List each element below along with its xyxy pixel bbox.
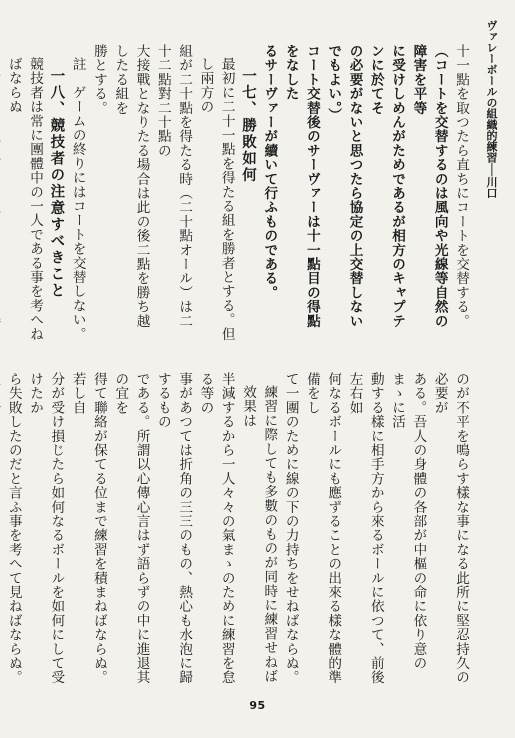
- text-column: 組が二十點を得たる時（二十點オール）は二十二點對二十點の: [154, 44, 193, 328]
- section-heading: 一七、勝敗如何: [240, 68, 257, 184]
- text-column: るサーヴァーが續いて行ふものである。: [261, 44, 278, 300]
- text-column: ら失敗したのだと言ふ事を考へて見ねばならぬ。: [5, 372, 22, 685]
- text-column: コート交替後のサーヴァーは十一點目の得點をなした: [282, 44, 320, 328]
- text-column: [0, 44, 2, 342]
- text-column: である。所謂以心傳心言はず語らずの中に進退其の宜を: [112, 372, 150, 685]
- text-column: 練習に際しても多數のものが同時に練習せねば效果は: [240, 385, 278, 684]
- text-column: に受けしめんがためであるが相方のキャプテンに於てそ: [367, 44, 406, 328]
- text-column: （コートを交替するのは風向や光線等自然の障害を平等: [410, 44, 448, 328]
- text-column: 分が受け損じたら如何なるボールを如何にして受けたか: [27, 372, 65, 685]
- text-column: の必要がないと思つたら協定の上交替しないでもよい。）: [325, 44, 363, 328]
- text-column: ある。吾人の身體の各部が中樞の命に依り意のまゝに活: [389, 372, 427, 671]
- text-column: 競技者は常に團體中の一人である事を考へねばならぬ: [5, 57, 44, 341]
- text-column: 最初に二十一點を得たる組を勝者とする。但し兩方の: [197, 57, 235, 341]
- text-column: て一團のために線の下の力持ちをせねばならぬ。: [282, 372, 299, 685]
- text-column: 事があつては折角の三三のもの、熱心も水泡に歸するもの: [154, 372, 193, 685]
- text-column: 勝とする。: [90, 44, 107, 115]
- text-column: 半減するから一人々々の氣まゝのために練習を怠る等の: [197, 372, 235, 685]
- text-column: 十一點を取つたら直ちにコートを交替する。: [453, 44, 469, 328]
- running-head: ヴァレーボールの組織的練習──川口: [485, 20, 498, 199]
- lower-text-block: [5, 372, 471, 692]
- section-heading: 一八、競技者の注意すべきこと: [48, 68, 65, 299]
- text-column: 動する樣に相手方から來るボールに依つて、前後左右如: [346, 372, 384, 685]
- text-column: のが不平を鳴らす樣な事になる此所に堅忍持久の必要が: [431, 372, 469, 685]
- upper-text-block: [5, 44, 471, 342]
- text-column: 註 ゲームの終りにはコートを交替しない。: [69, 57, 86, 341]
- page-number: 95: [249, 699, 266, 712]
- text-column: 大接戰となりたる場合は此の後二點を勝ち越したる組を: [112, 44, 150, 328]
- text-column: 得て聯絡が保てる位まで練習を積まねばならぬ。若し自: [69, 372, 107, 685]
- text-column: 何なるボールにも應ずることの出來る樣な體的準備をし: [303, 372, 342, 685]
